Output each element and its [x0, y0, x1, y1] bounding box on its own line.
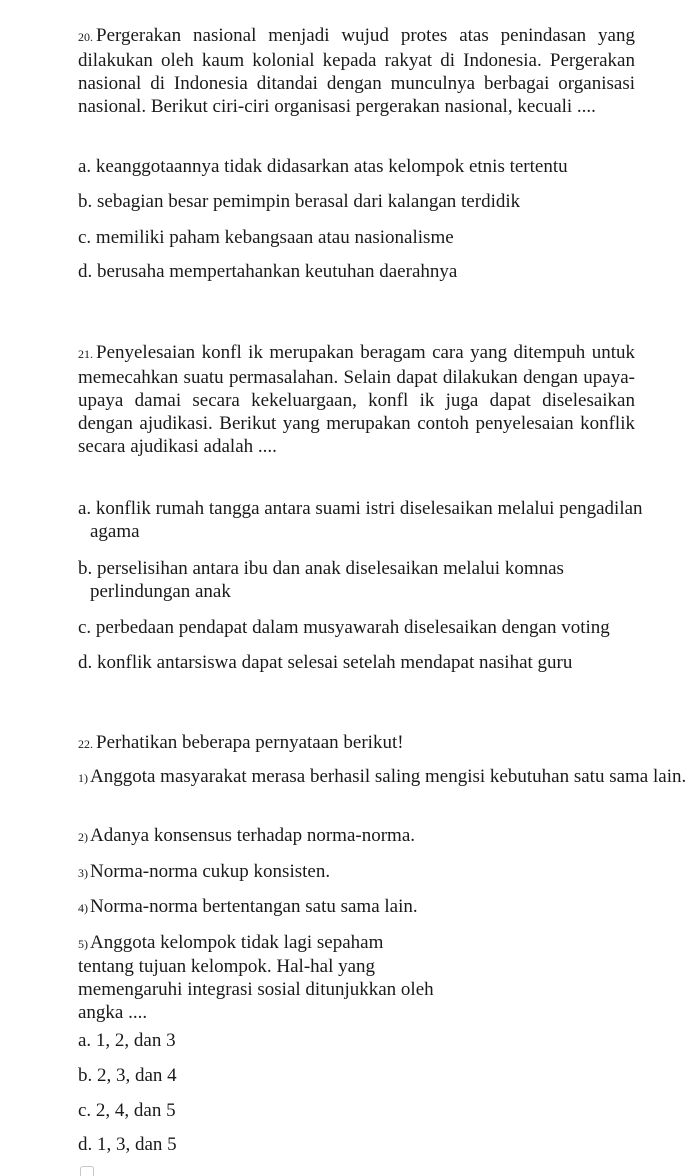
- statement-1: [78, 765, 690, 790]
- statement-2-text: Adanya konsensus terhadap norma-norma.: [90, 825, 416, 846]
- question-22-option-c: c. 2, 4, dan 5: [78, 1100, 176, 1121]
- statement-5-number: 5): [78, 937, 88, 951]
- statement-5-text: Anggota kelompok tidak lagi sepaham: [90, 932, 384, 953]
- statement-5: [78, 931, 678, 956]
- question-21-stem: [78, 341, 635, 458]
- question-20-stem: [78, 24, 635, 118]
- question-20-option-c: c. memiliki paham kebangsaan atau nasionalisme: [78, 227, 454, 248]
- question-22-option-a: a. 1, 2, dan 3: [78, 1030, 176, 1051]
- question-22-number: 22.: [78, 737, 93, 751]
- question-21-option-c: c. perbedaan pendapat dalam musyawarah diselesaikan dengan voting: [78, 617, 610, 638]
- statement-4: [78, 895, 678, 920]
- question-22-stem: [78, 731, 635, 756]
- statement-4-text: Norma-norma bertentangan satu sama lain.: [90, 896, 418, 917]
- question-22-text: Perhatikan beberapa pernyataan berikut!: [96, 732, 404, 753]
- statement-1-number: 1): [78, 771, 88, 785]
- question-20-number: 20.: [78, 30, 93, 44]
- statement-3-number: 3): [78, 866, 88, 880]
- statement-4-number: 4): [78, 901, 88, 915]
- question-20-option-d: d. berusaha mempertahankan keutuhan daerahnya: [78, 261, 458, 282]
- question-22-option-d: d. 1, 3, dan 5: [78, 1134, 177, 1155]
- question-21-text: Penyelesaian konfl ik merupakan beragam cara yang ditempuh untuk memecahkan suatu permasalahan. Selain dapat dilakukan dengan upaya-upaya damai secara kekeluargaan, konfl ik juga dapat diselesaikan dengan ajudikasi. Berikut yang merupakan contoh penyelesaian konflik secara ajudikasi adalah ....: [78, 342, 635, 457]
- statement-3: [78, 860, 678, 885]
- question-21-option-d: d. konflik antarsiswa dapat selesai setelah mendapat nasihat guru: [78, 652, 573, 673]
- question-20-option-b: b. sebagian besar pemimpin berasal dari kalangan terdidik: [78, 191, 521, 212]
- question-21-option-b: b. perselisihan antara ibu dan anak diselesaikan melalui komnas perlindungan anak: [78, 558, 564, 602]
- question-20-option-a: a. keanggotaannya tidak didasarkan atas kelompok etnis tertentu: [78, 156, 568, 177]
- statement-1-text: Anggota masyarakat merasa berhasil saling mengisi kebutuhan satu sama lain.: [90, 766, 687, 787]
- statement-3-text: Norma-norma cukup konsisten.: [90, 861, 331, 882]
- question-22-continuation: tentang tujuan kelompok. Hal-hal yang memengaruhi integrasi sosial ditunjukkan oleh angka ....: [78, 956, 434, 1023]
- question-21-number: 21.: [78, 347, 93, 361]
- question-20-text: Pergerakan nasional menjadi wujud protes atas penindasan yang dilakukan oleh kaum kolonial kepada rakyat di Indonesia. Pergerakan nasional di Indonesia ditandai dengan munculnya berbagai organisasi nasional. Berikut ciri-ciri organisasi pergerakan nasional, kecuali ....: [78, 25, 635, 117]
- statement-2-number: 2): [78, 830, 88, 844]
- statement-2: [78, 824, 678, 849]
- question-22-option-b: b. 2, 3, dan 4: [78, 1065, 177, 1086]
- question-21-option-a: a. konflik rumah tangga antara suami istri diselesaikan melalui pengadilan agama: [78, 498, 643, 542]
